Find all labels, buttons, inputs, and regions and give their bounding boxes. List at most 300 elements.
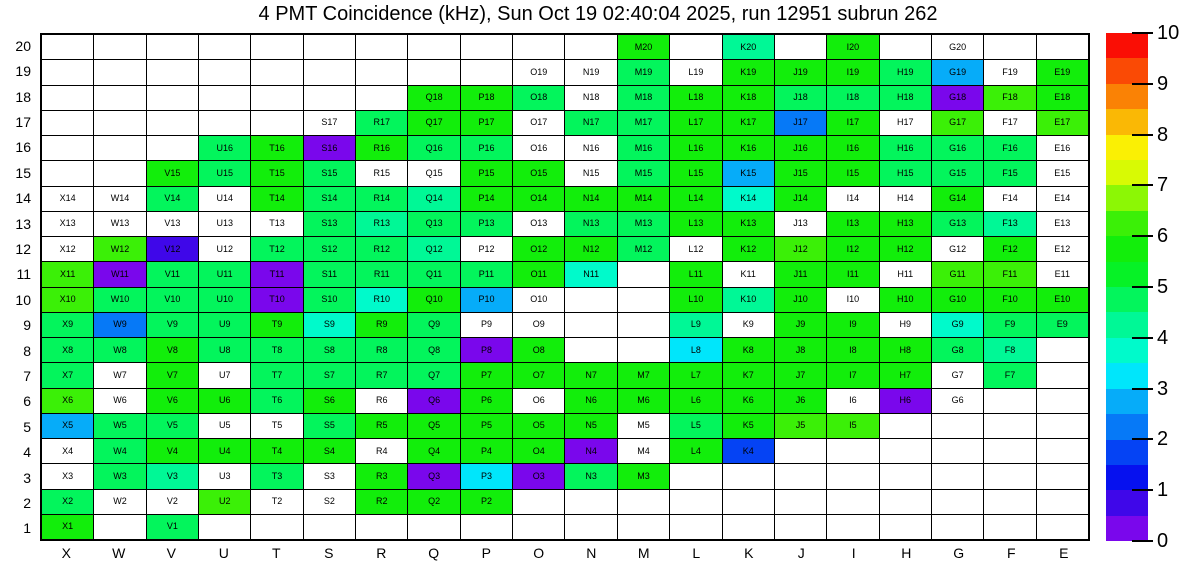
x-axis-label-P: P	[481, 545, 491, 561]
cell-N9	[565, 313, 616, 337]
cell-T6	[251, 389, 302, 413]
cell-O3	[513, 464, 564, 488]
y-axis-label-20: 20	[15, 37, 31, 54]
colorbar-band-15	[1106, 135, 1148, 160]
cell-label-H11: H11	[897, 268, 914, 279]
colorbar-tick-6	[1132, 235, 1153, 237]
cell-L6	[670, 389, 721, 413]
cell-S4	[304, 439, 355, 463]
cell-label-I9: I9	[849, 319, 857, 330]
cell-W6	[94, 389, 145, 413]
cell-label-L6: L6	[690, 395, 701, 406]
cell-E12	[1037, 237, 1088, 261]
colorbar-tick-4	[1132, 337, 1153, 339]
cell-I16	[827, 136, 878, 160]
cell-label-V4: V4	[166, 445, 178, 456]
cell-U18	[199, 86, 250, 110]
cell-label-G7: G7	[951, 369, 964, 380]
colorbar-tick-9	[1132, 83, 1153, 85]
cell-label-F13: F13	[1002, 218, 1018, 229]
cell-T20	[251, 35, 302, 59]
cell-R3	[356, 464, 407, 488]
colorbar-tick-label-10: 10	[1157, 22, 1180, 44]
cell-R12	[356, 237, 407, 261]
cell-F14	[984, 187, 1035, 211]
cell-label-X5: X5	[62, 420, 74, 431]
cell-label-V2: V2	[166, 496, 178, 507]
cell-X10	[42, 288, 93, 312]
cell-label-X12: X12	[59, 243, 76, 254]
cell-label-E12: E12	[1054, 243, 1071, 254]
cell-O10	[513, 288, 564, 312]
cell-label-Q5: Q5	[428, 420, 441, 431]
colorbar-tick-label-4: 4	[1157, 326, 1169, 349]
cell-F5	[984, 414, 1035, 438]
cell-L9	[670, 313, 721, 337]
cell-label-K6: K6	[742, 395, 754, 406]
cell-label-I18: I18	[846, 92, 860, 103]
cell-T9	[251, 313, 302, 337]
cell-V10	[147, 288, 198, 312]
y-axis-label-8: 8	[23, 342, 31, 359]
cell-G2	[932, 490, 983, 514]
cell-label-R13: R13	[373, 218, 391, 229]
cell-label-K20: K20	[740, 41, 757, 52]
cell-G7	[932, 363, 983, 387]
cell-X4	[42, 439, 93, 463]
cell-V18	[147, 86, 198, 110]
cell-label-F9: F9	[1004, 319, 1016, 330]
cell-E11	[1037, 262, 1088, 286]
cell-E19	[1037, 60, 1088, 84]
cell-O14	[513, 187, 564, 211]
cell-label-J14: J14	[793, 193, 808, 204]
cell-label-N19: N19	[582, 66, 600, 77]
cell-O19	[513, 60, 564, 84]
cell-F1	[984, 515, 1035, 539]
cell-M15	[618, 161, 669, 185]
x-axis-label-K: K	[744, 545, 754, 561]
cell-label-J19: J19	[793, 66, 808, 77]
y-axis-label-18: 18	[15, 88, 31, 105]
cell-P3	[461, 464, 512, 488]
cell-label-N13: N13	[582, 218, 600, 229]
cell-G11	[932, 262, 983, 286]
cell-label-W8: W8	[113, 344, 127, 355]
cell-label-N12: N12	[582, 243, 600, 254]
cell-label-K4: K4	[742, 445, 754, 456]
x-axis-label-U: U	[218, 545, 229, 561]
cell-label-Q2: Q2	[428, 496, 441, 507]
cell-U11	[199, 262, 250, 286]
cell-I15	[827, 161, 878, 185]
cell-label-H19: H19	[897, 66, 914, 77]
colorbar-band-6	[1106, 363, 1148, 388]
cell-label-G13: G13	[949, 218, 967, 229]
cell-label-H8: H8	[899, 344, 912, 355]
cell-N3	[565, 464, 616, 488]
cell-L2	[670, 490, 721, 514]
cell-label-W12: W12	[110, 243, 130, 254]
cell-label-L5: L5	[690, 420, 701, 431]
cell-O11	[513, 262, 564, 286]
cell-label-M14: M14	[634, 193, 653, 204]
cell-Q19	[408, 60, 459, 84]
cell-label-N11: N11	[583, 268, 600, 279]
cell-O18	[513, 86, 564, 110]
cell-X12	[42, 237, 93, 261]
cell-label-K19: K19	[740, 66, 757, 77]
cell-W20	[94, 35, 145, 59]
cell-U4	[199, 439, 250, 463]
x-axis	[40, 545, 1090, 565]
x-axis-label-O: O	[533, 545, 545, 561]
cell-X20	[42, 35, 93, 59]
cell-P11	[461, 262, 512, 286]
cell-label-Q10: Q10	[425, 294, 443, 305]
cell-label-P6: P6	[480, 395, 492, 406]
cell-label-J7: J7	[795, 369, 806, 380]
colorbar-tick-0	[1132, 540, 1153, 542]
cell-label-F7: F7	[1004, 369, 1016, 380]
cell-R5	[356, 414, 407, 438]
cell-Q12	[408, 237, 459, 261]
cell-label-G20: G20	[949, 41, 967, 52]
cell-label-W5: W5	[113, 420, 127, 431]
cell-K6	[723, 389, 774, 413]
cell-J3	[775, 464, 826, 488]
cell-label-X8: X8	[62, 344, 74, 355]
cell-label-M19: M19	[634, 66, 653, 77]
cell-L18	[670, 86, 721, 110]
cell-G13	[932, 212, 983, 236]
cell-N12	[565, 237, 616, 261]
cell-label-I17: I17	[846, 117, 860, 128]
cell-R15	[356, 161, 407, 185]
cell-G9	[932, 313, 983, 337]
cell-label-K16: K16	[740, 142, 757, 153]
cell-label-N4: N4	[585, 445, 597, 456]
cell-label-F15: F15	[1002, 167, 1018, 178]
cell-N5	[565, 414, 616, 438]
cell-V2	[147, 490, 198, 514]
cell-label-V7: V7	[166, 369, 178, 380]
cell-U17	[199, 111, 250, 135]
cell-label-F10: F10	[1002, 294, 1018, 305]
cell-W11	[94, 262, 145, 286]
colorbar-band-9	[1106, 287, 1148, 312]
cell-S20	[304, 35, 355, 59]
cell-label-L9: L9	[690, 319, 701, 330]
cell-label-T9: T9	[271, 319, 283, 330]
cell-U2	[199, 490, 250, 514]
cell-X6	[42, 389, 93, 413]
cell-J11	[775, 262, 826, 286]
cell-Q5	[408, 414, 459, 438]
cell-O7	[513, 363, 564, 387]
cell-N16	[565, 136, 616, 160]
cell-K1	[723, 515, 774, 539]
cell-label-G8: G8	[951, 344, 964, 355]
cell-V19	[147, 60, 198, 84]
cell-P10	[461, 288, 512, 312]
cell-label-T2: T2	[271, 496, 283, 507]
y-axis-label-16: 16	[15, 139, 31, 156]
cell-label-X6: X6	[62, 395, 74, 406]
cell-label-O5: O5	[532, 420, 545, 431]
cell-K15	[723, 161, 774, 185]
cell-E6	[1037, 389, 1088, 413]
cell-label-K7: K7	[742, 369, 754, 380]
cell-label-H6: H6	[899, 395, 912, 406]
cell-T18	[251, 86, 302, 110]
cell-G17	[932, 111, 983, 135]
cell-label-O9: O9	[532, 319, 545, 330]
cell-W12	[94, 237, 145, 261]
cell-label-U13: U13	[216, 218, 233, 229]
cell-K5	[723, 414, 774, 438]
cell-label-J12: J12	[793, 243, 808, 254]
cell-P7	[461, 363, 512, 387]
cell-label-Q14: Q14	[425, 193, 443, 204]
cell-V7	[147, 363, 198, 387]
cell-label-T4: T4	[271, 445, 283, 456]
cell-label-R14: R14	[373, 193, 391, 204]
cell-X19	[42, 60, 93, 84]
cell-U15	[199, 161, 250, 185]
cell-label-F14: F14	[1002, 193, 1018, 204]
cell-U10	[199, 288, 250, 312]
cell-label-P13: P13	[478, 218, 495, 229]
cell-W2	[94, 490, 145, 514]
cell-label-K9: K9	[742, 319, 754, 330]
cell-E1	[1037, 515, 1088, 539]
cell-G1	[932, 515, 983, 539]
cell-J4	[775, 439, 826, 463]
cell-label-U14: U14	[216, 193, 233, 204]
cell-label-E9: E9	[1056, 319, 1068, 330]
cell-label-K8: K8	[742, 344, 754, 355]
cell-M18	[618, 86, 669, 110]
cell-G19	[932, 60, 983, 84]
cell-label-W9: W9	[113, 319, 127, 330]
cell-X9	[42, 313, 93, 337]
cell-label-J5: J5	[795, 420, 806, 431]
cell-label-G19: G19	[949, 66, 967, 77]
cell-label-Q6: Q6	[428, 395, 441, 406]
colorbar-tick-label-2: 2	[1157, 428, 1169, 451]
colorbar-tick-label-8: 8	[1157, 123, 1169, 146]
cell-L10	[670, 288, 721, 312]
cell-M12	[618, 237, 669, 261]
cell-label-S6: S6	[323, 395, 335, 406]
cell-O16	[513, 136, 564, 160]
cell-O15	[513, 161, 564, 185]
cell-Q13	[408, 212, 459, 236]
cell-U12	[199, 237, 250, 261]
cell-F3	[984, 464, 1035, 488]
cell-N1	[565, 515, 616, 539]
x-axis-label-N: N	[586, 545, 597, 561]
colorbar-tick-1	[1132, 489, 1153, 491]
cell-label-R15: R15	[373, 167, 391, 178]
cell-label-R2: R2	[376, 496, 388, 507]
cell-T17	[251, 111, 302, 135]
y-axis-label-10: 10	[15, 291, 31, 308]
cell-U13	[199, 212, 250, 236]
cell-T3	[251, 464, 302, 488]
cell-label-U12: U12	[216, 243, 233, 254]
cell-T5	[251, 414, 302, 438]
cell-R19	[356, 60, 407, 84]
cell-E16	[1037, 136, 1088, 160]
cell-label-M12: M12	[634, 243, 653, 254]
cell-label-E16: E16	[1054, 142, 1071, 153]
cell-label-S10: S10	[321, 294, 338, 305]
cell-H11	[880, 262, 931, 286]
cell-W9	[94, 313, 145, 337]
y-axis-label-12: 12	[15, 240, 31, 257]
cell-label-S4: S4	[323, 445, 335, 456]
cell-label-M4: M4	[637, 445, 650, 456]
cell-O17	[513, 111, 564, 135]
cell-label-E15: E15	[1054, 167, 1071, 178]
colorbar-tick-5	[1132, 286, 1153, 288]
colorbar-tick-label-6: 6	[1157, 225, 1169, 248]
cell-M17	[618, 111, 669, 135]
cell-H2	[880, 490, 931, 514]
x-axis-label-H: H	[901, 545, 912, 561]
cell-T19	[251, 60, 302, 84]
cell-K18	[723, 86, 774, 110]
cell-X17	[42, 111, 93, 135]
cell-N4	[565, 439, 616, 463]
cell-label-L12: L12	[688, 243, 704, 254]
cell-H18	[880, 86, 931, 110]
cell-I3	[827, 464, 878, 488]
cell-label-K18: K18	[740, 92, 757, 103]
cell-K9	[723, 313, 774, 337]
cell-T13	[251, 212, 302, 236]
cell-V11	[147, 262, 198, 286]
colorbar-band-11	[1106, 236, 1148, 261]
cell-label-S16: S16	[321, 142, 338, 153]
cell-X3	[42, 464, 93, 488]
x-axis-label-E: E	[1059, 545, 1069, 561]
cell-P9	[461, 313, 512, 337]
y-axis-label-7: 7	[23, 367, 31, 384]
cell-X18	[42, 86, 93, 110]
cell-label-V10: V10	[164, 294, 181, 305]
colorbar-band-4	[1106, 414, 1148, 439]
cell-label-S7: S7	[323, 369, 335, 380]
cell-Q9	[408, 313, 459, 337]
cell-E18	[1037, 86, 1088, 110]
cell-K2	[723, 490, 774, 514]
colorbar-band-19	[1106, 33, 1148, 58]
cell-J14	[775, 187, 826, 211]
colorbar-band-18	[1106, 58, 1148, 83]
cell-label-L19: L19	[688, 66, 704, 77]
cell-V8	[147, 338, 198, 362]
cell-K8	[723, 338, 774, 362]
cell-label-T8: T8	[271, 344, 283, 355]
cell-P2	[461, 490, 512, 514]
cell-label-X9: X9	[62, 319, 74, 330]
cell-O6	[513, 389, 564, 413]
cell-M1	[618, 515, 669, 539]
colorbar-band-17	[1106, 84, 1148, 109]
cell-label-U6: U6	[218, 395, 231, 406]
cell-E15	[1037, 161, 1088, 185]
cell-M10	[618, 288, 669, 312]
cell-K14	[723, 187, 774, 211]
cell-label-I16: I16	[846, 142, 860, 153]
cell-label-E13: E13	[1054, 218, 1071, 229]
cell-R8	[356, 338, 407, 362]
cell-label-O18: O18	[530, 92, 548, 103]
cell-label-H18: H18	[897, 92, 914, 103]
cell-K20	[723, 35, 774, 59]
cell-S6	[304, 389, 355, 413]
cell-W19	[94, 60, 145, 84]
cell-J20	[775, 35, 826, 59]
cell-H12	[880, 237, 931, 261]
cell-T4	[251, 439, 302, 463]
cell-label-H7: H7	[899, 369, 912, 380]
cell-F7	[984, 363, 1035, 387]
cell-G3	[932, 464, 983, 488]
cell-T14	[251, 187, 302, 211]
cell-label-J9: J9	[795, 319, 806, 330]
cell-E17	[1037, 111, 1088, 135]
cell-label-Q17: Q17	[425, 117, 443, 128]
cell-M3	[618, 464, 669, 488]
cell-R1	[356, 515, 407, 539]
colorbar-tick-label-9: 9	[1157, 72, 1169, 95]
cell-I5	[827, 414, 878, 438]
cell-H15	[880, 161, 931, 185]
cell-label-X2: X2	[62, 496, 74, 507]
cell-S7	[304, 363, 355, 387]
cell-X5	[42, 414, 93, 438]
x-axis-label-R: R	[376, 545, 387, 561]
cell-label-G10: G10	[949, 294, 967, 305]
cell-label-L4: L4	[690, 445, 701, 456]
cell-M20	[618, 35, 669, 59]
cell-O8	[513, 338, 564, 362]
cell-N20	[565, 35, 616, 59]
cell-label-O17: O17	[530, 117, 548, 128]
cell-W10	[94, 288, 145, 312]
cell-label-V1: V1	[166, 521, 178, 532]
cell-S12	[304, 237, 355, 261]
cell-S2	[304, 490, 355, 514]
cell-W13	[94, 212, 145, 236]
cell-label-M20: M20	[634, 41, 653, 52]
cell-label-P8: P8	[480, 344, 492, 355]
cell-label-W14: W14	[110, 193, 130, 204]
cell-S17	[304, 111, 355, 135]
cell-E20	[1037, 35, 1088, 59]
cell-label-J15: J15	[793, 167, 808, 178]
cell-H14	[880, 187, 931, 211]
cell-F20	[984, 35, 1035, 59]
cell-label-F19: F19	[1002, 66, 1018, 77]
cell-N11	[565, 262, 616, 286]
cell-label-S9: S9	[323, 319, 335, 330]
cell-W18	[94, 86, 145, 110]
